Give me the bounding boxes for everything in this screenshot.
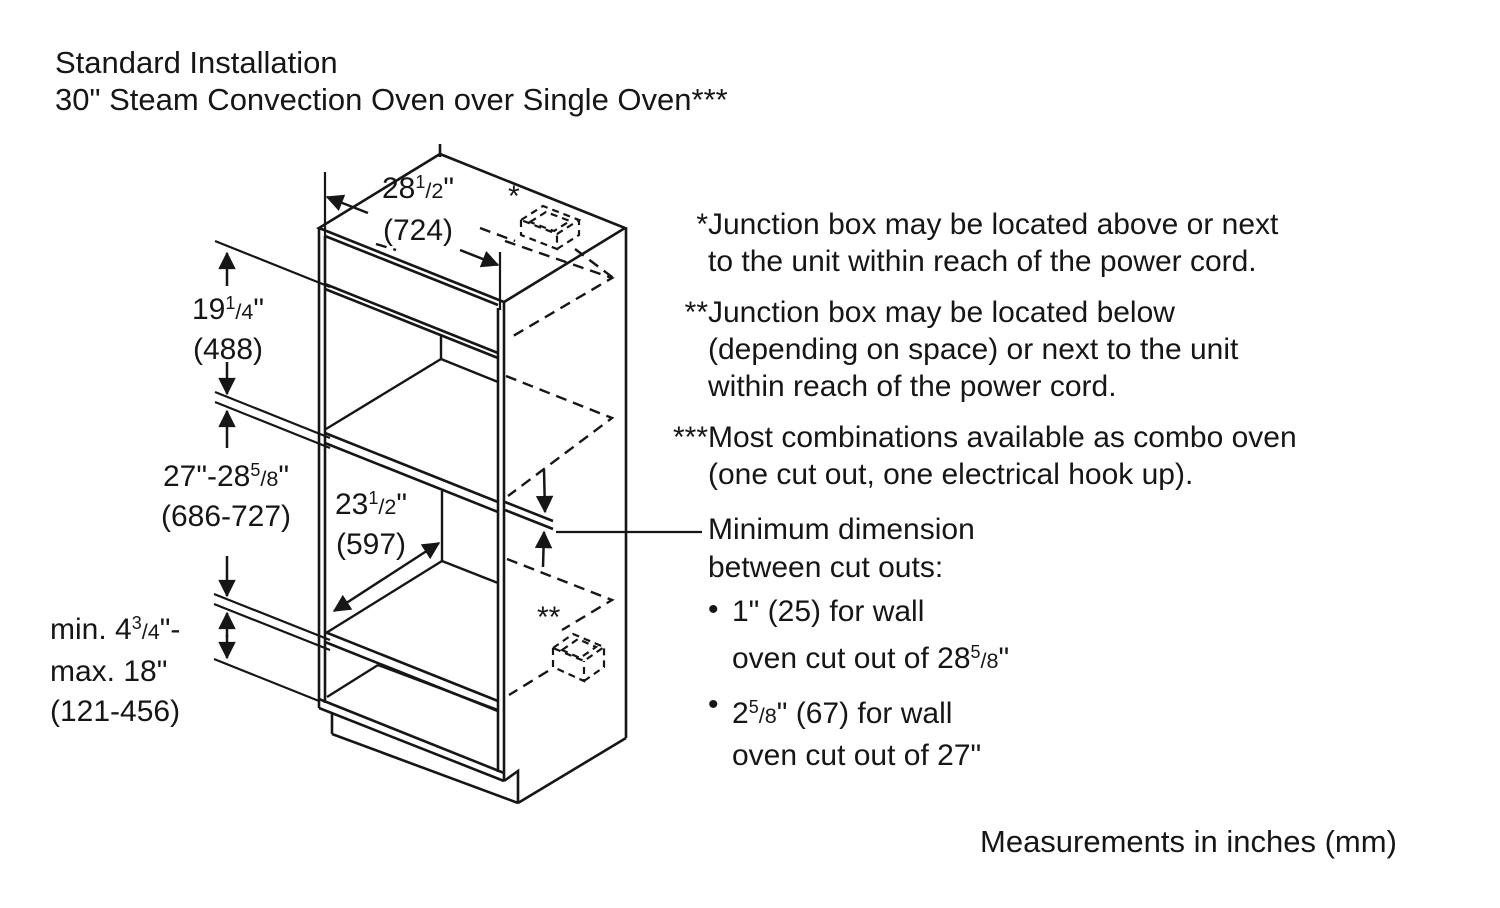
dimension-upper-inches: $19^1/4$" [191, 292, 265, 326]
min-dim-bullet-1-line-1: 1" (25) for wall [732, 595, 925, 628]
min-dim-heading-2: between cut outs: [708, 551, 944, 584]
junction-box-top-marker: * [508, 180, 520, 213]
note-2-line: Junction box may be located below [708, 296, 1175, 329]
page-title [55, 44, 728, 118]
note-2-line: within reach of the power cord. [708, 370, 1117, 403]
min-dim-bullet-2 [708, 687, 1009, 776]
dimension-cavity-depth [302, 479, 440, 564]
dimension-depth-mm: (597) [335, 527, 407, 561]
note-2-line: (depending on space) or next to the unit [708, 333, 1239, 366]
note-junction-box-below [650, 294, 1238, 405]
dimension-upper-cutout [158, 284, 298, 369]
title-line-2: 30" Steam Convection Oven over Single Oven*** [55, 82, 728, 117]
note-1-asterisk: * [696, 208, 708, 241]
dimension-lower-mm: (686-727) [160, 499, 292, 533]
min-dim-bullet-1 [708, 592, 1009, 681]
bullet-icon: • [708, 593, 719, 626]
note-combo-oven [650, 419, 1297, 493]
dimension-width-top [338, 162, 498, 251]
junction-box-bottom [553, 634, 604, 681]
minimum-dimension-callout [708, 511, 975, 587]
extension-lines [214, 172, 702, 701]
note-3-line: (one cut out, one electrical hook up). [708, 458, 1194, 491]
min-dim-heading-1: Minimum dimension [708, 513, 975, 546]
note-2-asterisk: ** [684, 296, 708, 329]
dimension-bottom-mm: (121-456) [50, 694, 181, 728]
note-junction-box-above [650, 206, 1278, 280]
bullet-icon: • [708, 687, 719, 721]
dimension-depth-inches: $23^1/2$" [334, 487, 408, 521]
min-dim-bullet-1-line-2: oven cut out of $28^5/8$" [732, 641, 1010, 675]
dimension-upper-mm: (488) [192, 332, 264, 366]
dimension-lower-cutout [140, 451, 312, 536]
title-line-1: Standard Installation [55, 45, 338, 80]
dimension-width-top-mm: (724) [382, 213, 454, 247]
dimension-width-top-inches: $28^1/2$" [381, 171, 455, 205]
dimension-lower-inches: $27"-28^5/8$" [162, 459, 290, 493]
dimension-bottom-min: min. $4^3/4"-$ [50, 612, 181, 646]
junction-box-top [521, 206, 579, 249]
dimension-bottom-max: max. 18" [50, 654, 168, 688]
note-1-line: to the unit within reach of the power cord. [708, 245, 1257, 278]
junction-box-bottom-marker: ** [537, 601, 561, 634]
note-3-asterisk: *** [672, 421, 708, 454]
min-dim-bullet-2-line-1: $2^5/8$" (67) for wall [732, 696, 953, 730]
note-3-line: Most combinations available as combo oven [708, 421, 1297, 454]
min-dim-bullet-2-line-2: oven cut out of 27" [732, 738, 982, 772]
dimension-bottom-clearance [50, 603, 180, 732]
measurements-units-note: Measurements in inches (mm) [980, 824, 1397, 859]
minimum-dimension-bullets [708, 592, 1009, 782]
note-1-line: Junction box may be located above or next [708, 208, 1279, 241]
